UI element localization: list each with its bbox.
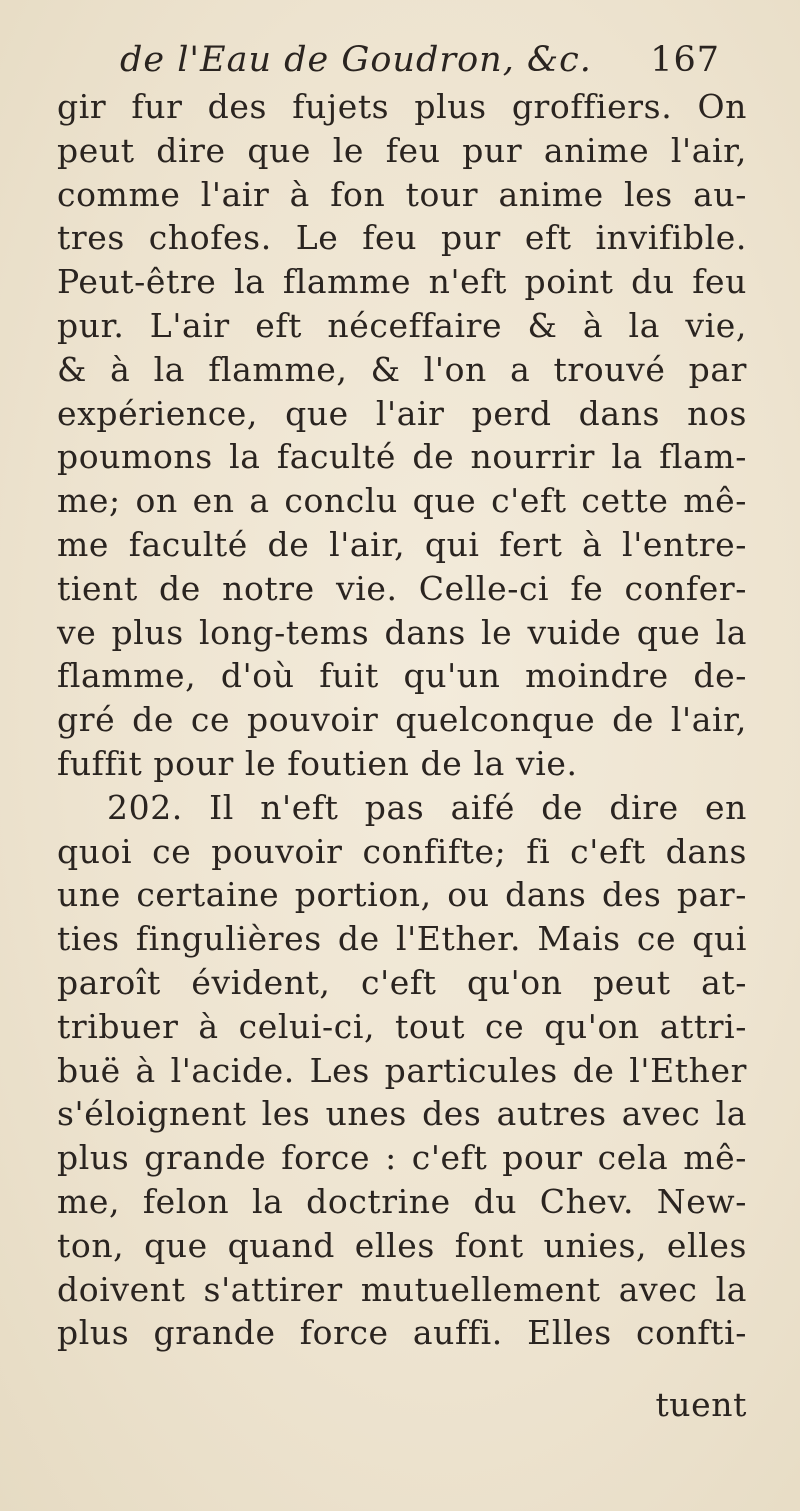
text-line: pur. L'air eft néceffaire & à la vie, [57, 305, 747, 345]
text-line: une certaine portion, ou dans des par- [57, 875, 747, 915]
text-line: plus grande force auffi. Elles confti- [57, 1313, 747, 1353]
text-line: tres chofes. Le feu pur eft invifible. [57, 218, 747, 258]
text-line: ve plus long-tems dans le vuide que la [57, 612, 747, 652]
text-line-paragraph-end: fuffit pour le foutien de la vie. [57, 743, 578, 783]
body-text [57, 85, 747, 1355]
text-line: me, felon la doctrine du Chev. New- [57, 1181, 747, 1221]
text-line: ties fingulières de l'Ether. Mais ce qui [57, 919, 747, 959]
text-line: buë à l'acide. Les particules de l'Ether [57, 1050, 747, 1090]
text-line: peut dire que le feu pur anime l'air, [57, 130, 747, 170]
catchword: tuent [655, 1385, 747, 1424]
text-line: poumons la faculté de nourrir la flam- [57, 437, 747, 477]
text-line: plus grande force : c'eft pour cela mê- [57, 1138, 747, 1178]
text-line: ton, que quand elles font unies, elles [57, 1225, 747, 1265]
text-line: s'éloignent les unes des autres avec la [57, 1094, 747, 1134]
text-line: comme l'air à fon tour anime les au- [57, 174, 747, 214]
text-line: doivent s'attirer mutuellement avec la [57, 1269, 747, 1309]
text-line: me; on en a conclu que c'eft cette mê- [57, 481, 747, 521]
text-line: gré de ce pouvoir quelconque de l'air, [57, 700, 747, 740]
text-line: & à la flamme, & l'on a trouvé par [57, 349, 747, 389]
text-line: me faculté de l'air, qui fert à l'entre- [57, 524, 747, 564]
text-line: gir fur des fujets plus groffiers. On [57, 87, 747, 126]
running-head [120, 40, 720, 90]
text-line: tient de notre vie. Celle-ci fe confer- [57, 568, 747, 608]
running-title: de l'Eau de Goudron, &c. [120, 40, 592, 80]
text-line: flamme, d'où fuit qu'un moindre de- [57, 656, 747, 696]
text-line: quoi ce pouvoir confifte; fi c'eft dans [57, 831, 747, 871]
text-line: tribuer à celui-ci, tout ce qu'on attri- [57, 1006, 747, 1046]
page-number: 167 [650, 40, 720, 80]
text-line: paroît évident, c'eft qu'on peut at- [57, 962, 747, 1002]
text-line-paragraph-start: 202. Il n'eft pas aifé de dire en [107, 787, 747, 827]
text-line: expérience, que l'air perd dans nos [57, 393, 747, 433]
text-line: Peut-être la flamme n'eft point du feu [57, 262, 747, 302]
